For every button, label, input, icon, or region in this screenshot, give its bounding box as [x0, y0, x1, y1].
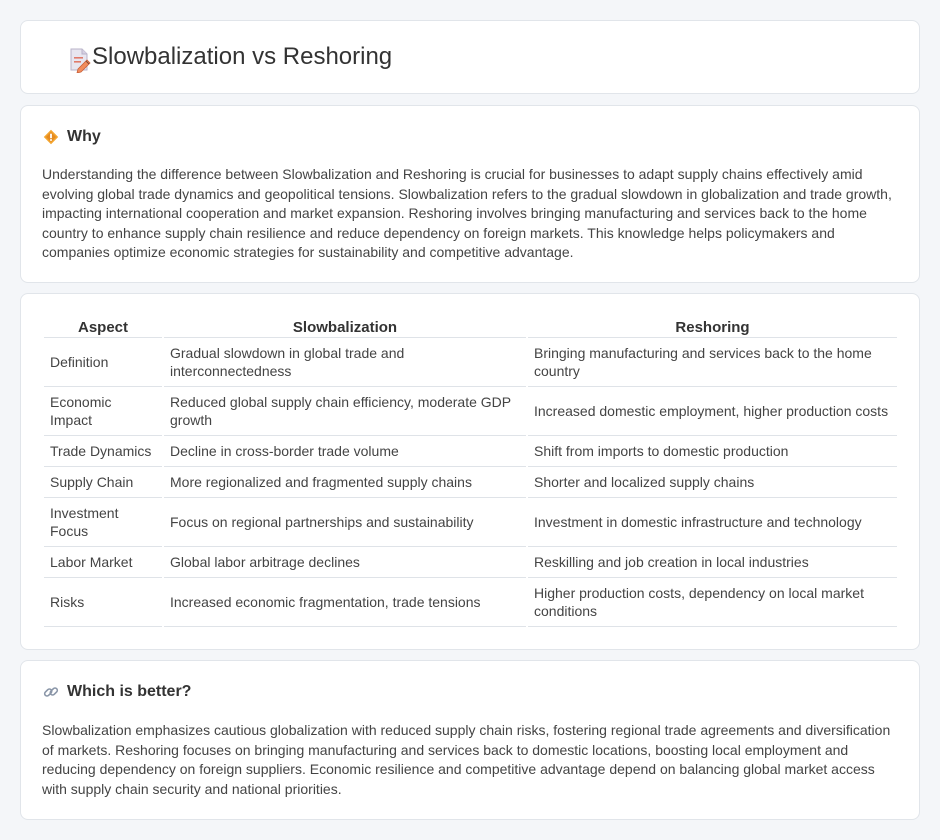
- which-is-better-section: [20, 660, 920, 820]
- table-row: [44, 467, 897, 498]
- table-row: [44, 387, 897, 436]
- better-text: Slowbalization emphasizes cautious globalization with reduced supply chain risks, fostering regional trade agreements and diversification of markets. Reshoring focuses on bringing manufacturing and services back to domestic locations, boosting local employment and reducing dependency on foreign suppliers. Economic resilience and competitive advantage depend on balancing global market access with supply chain security and national priorities.: [42, 722, 891, 797]
- table-row: [44, 436, 897, 467]
- table-cell: Shorter and localized supply chains: [528, 467, 897, 498]
- table-cell: Reskilling and job creation in local industries: [528, 547, 897, 578]
- table-cell: Investment in domestic infrastructure and technology: [528, 498, 897, 547]
- document-pen-icon: [65, 47, 93, 73]
- header-card: [20, 20, 920, 94]
- table-cell: Definition: [44, 338, 162, 387]
- column-header-aspect: Aspect: [44, 316, 162, 338]
- why-text: Understanding the difference between Slowbalization and Reshoring is crucial for businesses to adapt supply chains effectively amid evolving global trade dynamics and geopolitical tensions. Slowbalization refers to the gradual slowdown in globalization and trade growth, impacting international cooperation and market expansion. Reshoring involves bringing manufacturing and services back to the home country to enhance supply chain resilience and reduce dependency on foreign markets. This knowledge helps policymakers and companies optimize economic strategies for sustainability and competitive advantage.: [42, 166, 892, 261]
- table-cell: Gradual slowdown in global trade and interconnectedness: [164, 338, 526, 387]
- why-heading: [43, 128, 101, 146]
- column-header-reshoring: Reshoring: [528, 316, 897, 338]
- table-row: [44, 547, 897, 578]
- better-title: Which is better?: [67, 683, 192, 700]
- why-section: [20, 105, 920, 283]
- table-cell: Decline in cross-border trade volume: [164, 436, 526, 467]
- table-cell: Increased economic fragmentation, trade tensions: [164, 578, 526, 627]
- table-cell: Labor Market: [44, 547, 162, 578]
- table-row: [44, 338, 897, 387]
- better-heading: [43, 683, 191, 701]
- table-cell: Risks: [44, 578, 162, 627]
- table-cell: Reduced global supply chain efficiency, moderate GDP growth: [164, 387, 526, 436]
- table-cell: Supply Chain: [44, 467, 162, 498]
- column-header-slowbalization: Slowbalization: [164, 316, 526, 338]
- table-cell: More regionalized and fragmented supply chains: [164, 467, 526, 498]
- why-title: Why: [67, 128, 101, 145]
- table-row: [44, 498, 897, 547]
- table-cell: Global labor arbitrage declines: [164, 547, 526, 578]
- table-cell: Trade Dynamics: [44, 436, 162, 467]
- comparison-section: [20, 293, 920, 650]
- table-cell: Increased domestic employment, higher production costs: [528, 387, 897, 436]
- table-cell: Bringing manufacturing and services back to the home country: [528, 338, 897, 387]
- link-icon: [43, 684, 59, 700]
- comparison-table: [42, 316, 899, 627]
- table-row: [44, 578, 897, 627]
- page-title: Slowbalization vs Reshoring: [92, 43, 393, 70]
- warning-diamond-icon: [43, 129, 59, 145]
- table-cell: Focus on regional partnerships and sustainability: [164, 498, 526, 547]
- table-cell: Shift from imports to domestic production: [528, 436, 897, 467]
- table-cell: Economic Impact: [44, 387, 162, 436]
- table-cell: Higher production costs, dependency on local market conditions: [528, 578, 897, 627]
- table-cell: Investment Focus: [44, 498, 162, 547]
